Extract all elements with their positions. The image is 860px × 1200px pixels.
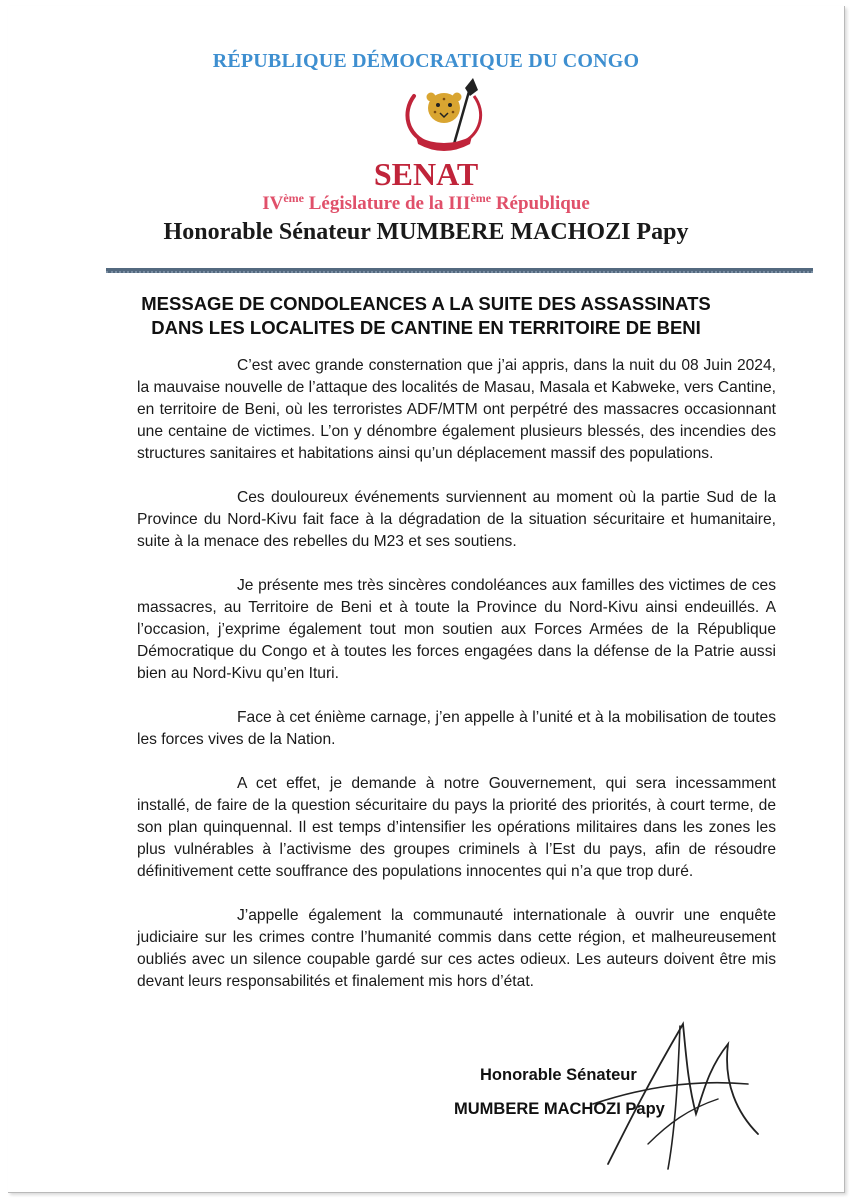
country-heading: RÉPUBLIQUE DÉMOCRATIQUE DU CONGO (212, 50, 640, 72)
coat-of-arms-icon (394, 78, 494, 158)
title-line-2: DANS LES LOCALITES DE CANTINE EN TERRITOIRE DE BENI (151, 317, 701, 338)
paragraph: Je présente mes très sincères condoléances aux familles des victimes de ces massacres, au Territoire de Beni et à toute la Province du Nord-Kivu ainsi endeuillés. A l’occasion, j’exprime également tout mon soutien aux Forces Armées de la République Démocratique du Congo et à toutes les forces engagées dans la défense de la Patrie aussi bien au Nord-Kivu qu’en Ituri. (137, 577, 776, 682)
message-body (137, 355, 776, 993)
senate-title: SENAT (373, 156, 479, 192)
paragraph: J’appelle également la communauté internationale à ouvrir une enquête judiciaire sur les crimes contre l’humanité commis dans cette région, et malheureusement oubliés avec un silence coupable gardé sur ces actes odieux. Les auteurs doivent être mis devant leurs responsabilités et finalement mis hors d’état. (137, 907, 776, 990)
legislature-subtitle: IVème Législature de la IIIème République (262, 191, 590, 214)
paragraph: Face à cet énième carnage, j’en appelle à l’unité et à la mobilisation de toutes les forces vives de la Nation. (137, 709, 776, 748)
senator-name-heading: Honorable Sénateur MUMBERE MACHOZI Papy (163, 219, 689, 245)
header-divider (106, 268, 813, 273)
paragraph: A cet effet, je demande à notre Gouvernement, qui sera incessamment installé, de faire de la question sécuritaire du pays la priorité des priorités, à court terme, de son plan quinquennal. Il est temps d’intensifier les opérations militaires dans les zones les plus vulnérables à l’activisme des groupes criminels à l’Est du pays, afin de résoudre définitivement cette souffrance des populations innocentes qui n’a que trop duré. (137, 775, 776, 880)
signature-name: MUMBERE MACHOZI Papy (454, 1100, 665, 1118)
document-page (8, 6, 845, 1193)
title-line-1: MESSAGE DE CONDOLEANCES A LA SUITE DES ASSASSINATS (141, 293, 711, 314)
signature-title: Honorable Sénateur (480, 1066, 637, 1084)
paragraph: Ces douloureux événements surviennent au moment où la partie Sud de la Province du Nord-Kivu fait face à la dégradation de la situation sécuritaire et humanitaire, suite à la menace des rebelles du M23 et ses soutiens. (137, 489, 776, 550)
handwritten-signature-icon (588, 1014, 763, 1174)
message-title (68, 292, 784, 340)
paragraph: C’est avec grande consternation que j’ai appris, dans la nuit du 08 Juin 2024, la mauvaise nouvelle de l’attaque des localités de Masau, Masala et Kabweke, vers Cantine, en territoire de Beni, où les terroristes ADF/MTM ont perpétré des massacres occasionnant une centaine de victimes. L’on y dénombre également plusieurs blessés, des incendies des structures sanitaires et habitations ainsi qu’un déplacement massif des populations. (137, 357, 776, 462)
